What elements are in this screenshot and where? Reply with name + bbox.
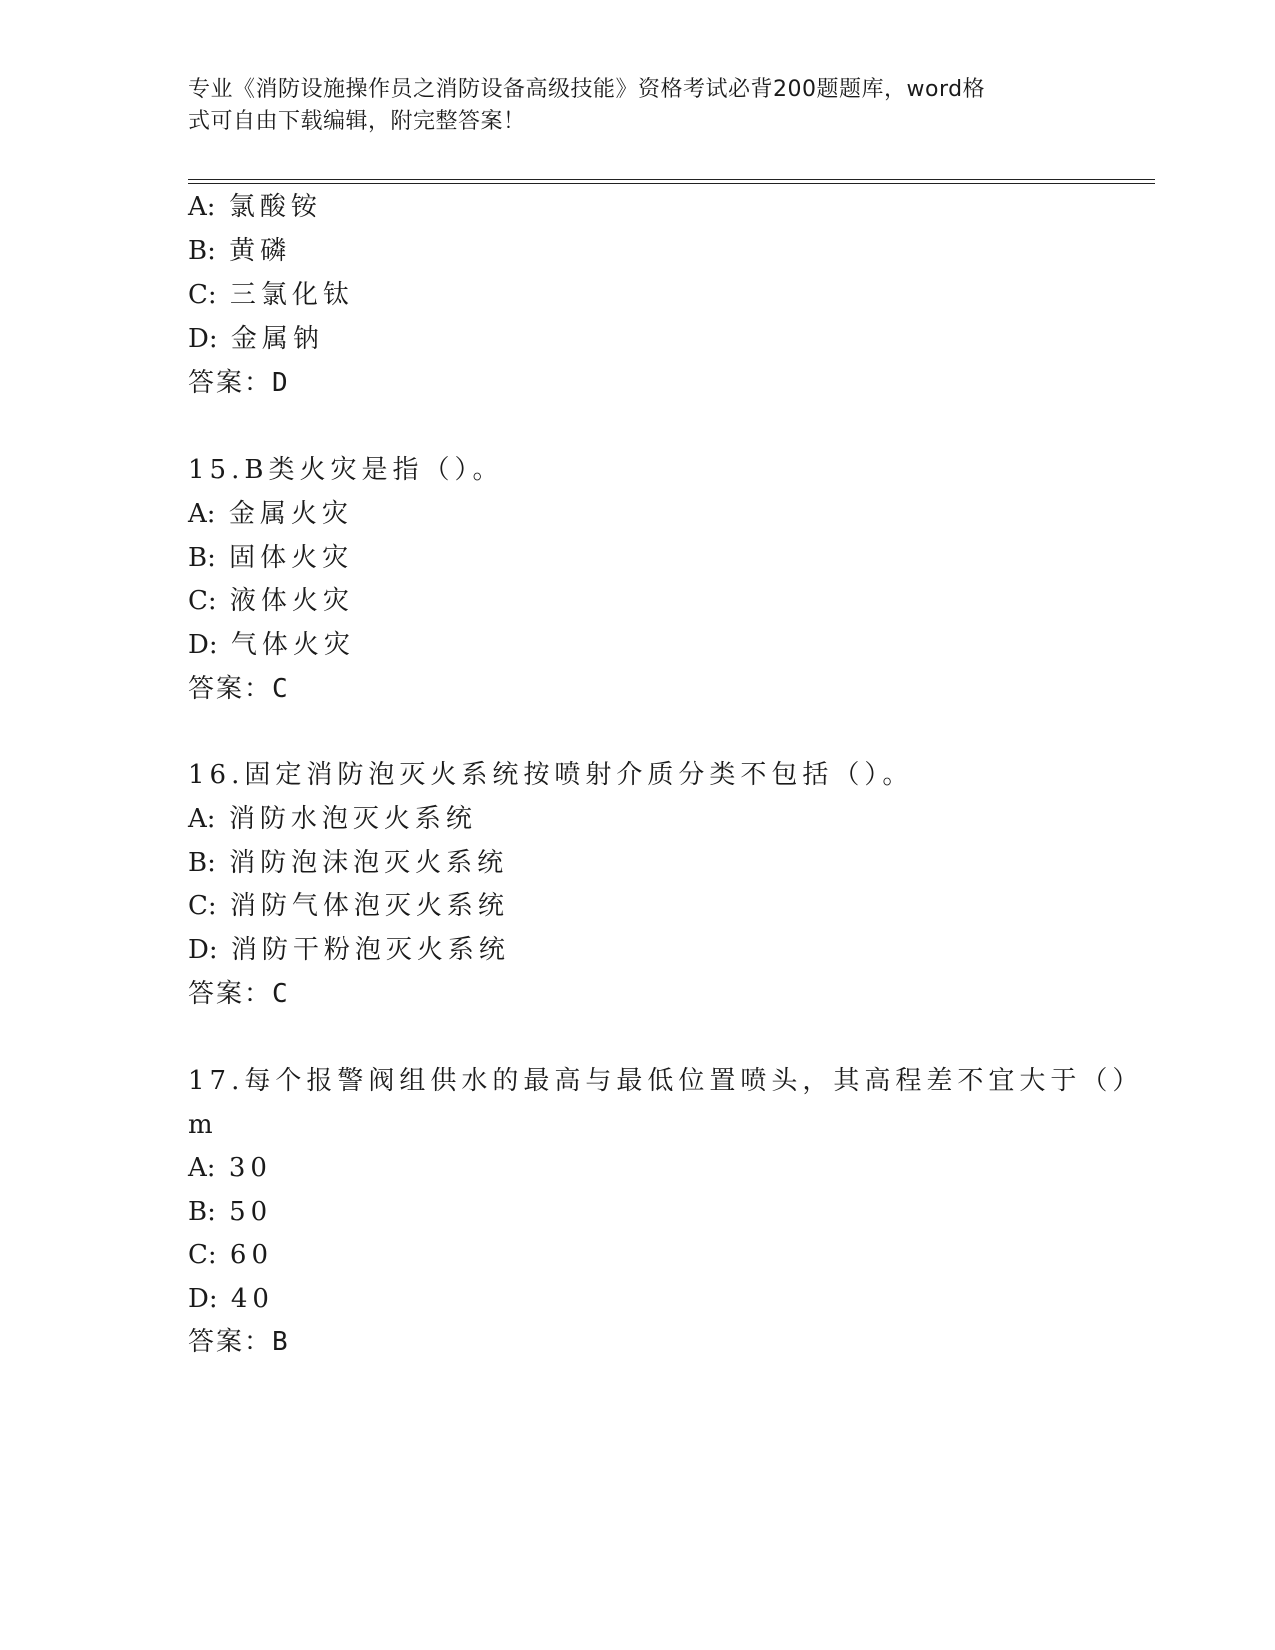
option-text: 液体火灾: [229, 586, 354, 616]
option-text: 30: [228, 1153, 272, 1183]
answer-line: 答案：C: [188, 674, 288, 704]
question-stem: 15.B类火灾是指（）。: [188, 455, 504, 485]
option-a: A: 氯酸铵: [188, 192, 322, 222]
option-a: A: 30: [188, 1153, 272, 1183]
question-stem-continuation: m: [188, 1110, 218, 1140]
option-text: 消防气体泡灭火系统: [229, 891, 509, 921]
option-a: A: 金属火灾: [188, 499, 353, 529]
option-text: 消防泡沫泡灭火系统: [229, 848, 509, 878]
option-c: C: 消防气体泡灭火系统: [188, 891, 509, 921]
header-divider-top: [188, 179, 1155, 180]
option-b: B: 黄磷: [188, 236, 292, 266]
answer-line: 答案：C: [188, 979, 288, 1009]
header-line-2: 式可自由下载编辑，附完整答案！: [188, 109, 526, 134]
question-stem: 16.固定消防泡灭火系统按喷射介质分类不包括（）。: [188, 760, 914, 790]
option-text: 金属钠: [230, 324, 324, 354]
answer-value: C: [272, 674, 288, 704]
option-c: C: 三氯化钛: [188, 280, 354, 310]
option-b: B: 固体火灾: [188, 543, 354, 573]
option-b: B: 消防泡沫泡灭火系统: [188, 848, 509, 878]
option-text: 消防干粉泡灭火系统: [230, 935, 510, 965]
option-text: 40: [230, 1284, 274, 1314]
option-text: 黄磷: [229, 236, 292, 266]
option-text: 固体火灾: [229, 543, 354, 573]
answer-value: B: [272, 1327, 288, 1357]
document-header: [188, 74, 1068, 138]
option-d: D: 消防干粉泡灭火系统: [188, 935, 510, 965]
option-text: 金属火灾: [228, 499, 353, 529]
answer-value: D: [272, 368, 288, 398]
answer-value: C: [272, 979, 288, 1009]
option-b: B: 50: [188, 1197, 273, 1227]
option-text: 三氯化钛: [229, 280, 354, 310]
option-text: 50: [229, 1197, 273, 1227]
option-d: D: 气体火灾: [188, 630, 355, 660]
option-c: C: 液体火灾: [188, 586, 354, 616]
option-text: 60: [229, 1240, 274, 1270]
answer-line: 答案：D: [188, 368, 288, 398]
option-c: C: 60: [188, 1240, 274, 1270]
option-text: 氯酸铵: [228, 192, 322, 222]
option-a: A: 消防水泡灭火系统: [188, 804, 477, 834]
option-d: D: 40: [188, 1284, 274, 1314]
option-text: 气体火灾: [230, 630, 355, 660]
header-divider-bottom: [188, 183, 1155, 184]
option-d: D: 金属钠: [188, 324, 324, 354]
header-line-1: 专业《消防设施操作员之消防设备高级技能》资格考试必背200题题库，word格: [188, 77, 986, 102]
question-stem: 17.每个报警阀组供水的最高与最低位置喷头，其高程差不宜大于（）: [188, 1066, 1144, 1096]
option-text: 消防水泡灭火系统: [228, 804, 477, 834]
answer-line: 答案：B: [188, 1327, 288, 1357]
